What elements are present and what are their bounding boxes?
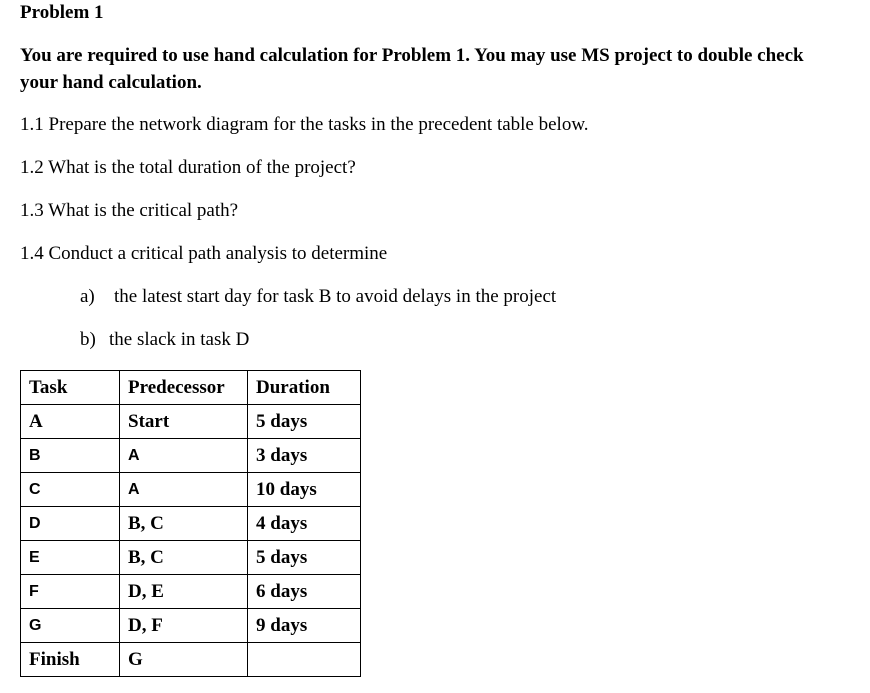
predecessor-cell: A [120,473,248,507]
table-row [21,507,361,541]
duration-cell [248,643,361,677]
table-row [21,643,361,677]
task-cell: A [21,405,120,439]
table-row [21,609,361,643]
table-row [21,405,361,439]
table-row [21,575,361,609]
duration-cell: 4 days [248,507,361,541]
duration-cell: 9 days [248,609,361,643]
predecessor-cell: D, E [120,575,248,609]
predecessor-cell: D, F [120,609,248,643]
subquestion-marker: b) [80,329,96,350]
question-1-2: 1.2 What is the total duration of the project? [20,157,356,178]
problem-heading: Problem 1 [20,2,104,23]
subquestion-b [80,329,249,351]
table-row [21,439,361,473]
duration-cell: 3 days [248,439,361,473]
subquestion-marker: a) [80,286,95,307]
question-1-3: 1.3 What is the critical path? [20,200,239,221]
column-header-duration: Duration [248,371,361,405]
table-row [21,541,361,575]
subquestion-text: the latest start day for task B to avoid delays in the project [114,286,557,307]
column-header-task: Task [21,371,120,405]
problem-instructions: You are required to use hand calculation for Problem 1. You may use MS project to double check your hand calculation. [20,45,804,93]
task-cell: Finish [21,643,120,677]
column-header-predecessor: Predecessor [120,371,248,405]
duration-cell: 5 days [248,405,361,439]
question-1-1: 1.1 Prepare the network diagram for the tasks in the precedent table below. [20,114,589,135]
predecessor-cell: Start [120,405,248,439]
task-cell: B [21,439,120,473]
subquestion-a [80,286,556,308]
predecessor-cell: G [120,643,248,677]
table-row [21,473,361,507]
task-cell: C [21,473,120,507]
predecessor-cell: A [120,439,248,473]
table-header-row [21,371,361,405]
task-cell: G [21,609,120,643]
precedence-table [20,370,361,677]
duration-cell: 6 days [248,575,361,609]
question-1-4: 1.4 Conduct a critical path analysis to determine [20,243,388,264]
task-cell: D [21,507,120,541]
task-cell: E [21,541,120,575]
predecessor-cell: B, C [120,541,248,575]
duration-cell: 10 days [248,473,361,507]
predecessor-cell: B, C [120,507,248,541]
duration-cell: 5 days [248,541,361,575]
subquestion-text: the slack in task D [109,329,250,350]
task-cell: F [21,575,120,609]
